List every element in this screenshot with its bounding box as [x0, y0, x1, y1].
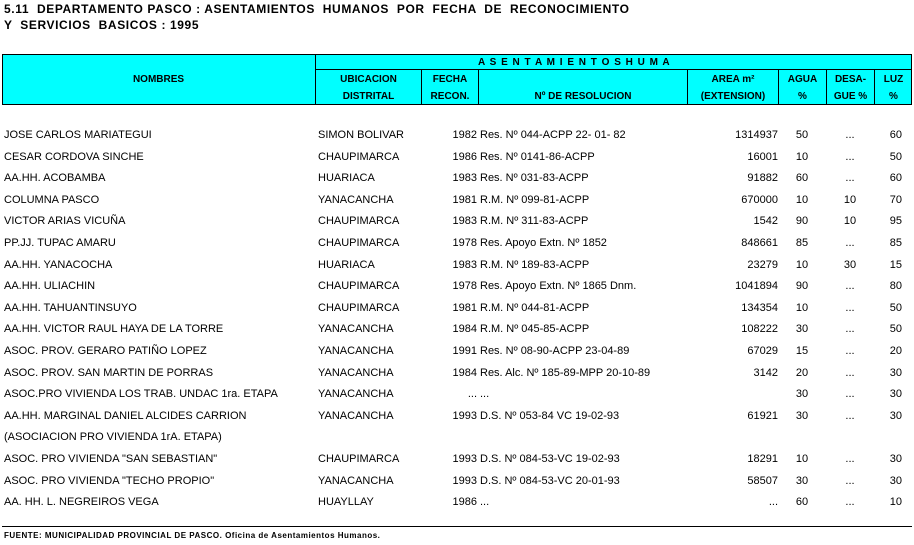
cell-res: Res. Nº 0141-86-ACPP: [480, 150, 595, 163]
cell-luz: 95: [889, 215, 902, 228]
cell-des: ...: [845, 237, 855, 249]
cell-des: 30: [843, 258, 857, 271]
cell-name: ASOC.PRO VIVIENDA LOS TRAB. UNDAC 1ra. ETAPA: [4, 388, 278, 401]
table-row: [0, 319, 914, 341]
cell-area: 3142: [753, 366, 778, 379]
table-row: [0, 363, 914, 385]
table-row: [0, 471, 914, 493]
cell-area: 134354: [741, 301, 778, 314]
cell-des: ...: [845, 453, 855, 465]
cell-area: 1542: [753, 215, 778, 228]
cell-agua: 60: [795, 496, 809, 509]
cell-luz: 80: [889, 280, 902, 293]
cell-ubic: CHAUPIMARCA: [318, 453, 400, 465]
cell-res: Res. Alc. Nº 185-89-MPP 20-10-89: [480, 366, 651, 379]
cell-res: R.M. Nº 044-81-ACPP: [480, 301, 590, 314]
table-row: [0, 255, 914, 277]
cell-ubic: SIMON BOLIVAR: [318, 129, 404, 141]
cell-des: ...: [845, 496, 855, 509]
cell-fecha: 1984: [452, 323, 477, 336]
cell-area: 58507: [747, 474, 778, 487]
cell-des: ...: [845, 345, 855, 357]
table-row: [0, 406, 914, 428]
cell-ubic: CHAUPIMARCA: [318, 237, 400, 249]
cell-area: 848661: [741, 237, 778, 249]
cell-ubic: YANACANCHA: [318, 409, 394, 422]
cell-agua: 10: [795, 301, 809, 314]
cell-fecha: 1978: [452, 237, 477, 249]
header-nombres: NOMBRES: [132, 73, 185, 85]
cell-agua: 30: [795, 409, 809, 422]
table-row: [0, 125, 914, 147]
cell-name: PP.JJ. TUPAC AMARU: [4, 237, 116, 249]
cell-agua: 50: [795, 129, 809, 141]
cell-area: 1314937: [735, 129, 778, 141]
cell-fecha: 1983: [452, 215, 477, 228]
cell-ubic: YANACANCHA: [318, 345, 394, 357]
cell-res: ...: [480, 388, 490, 401]
cell-des: ...: [845, 150, 855, 163]
cell-agua: 30: [795, 474, 809, 487]
cell-res: ...: [480, 496, 490, 509]
cell-name: ASOC. PRO VIVIENDA "SAN SEBASTIAN": [4, 453, 218, 465]
header-luz: [875, 70, 912, 105]
cell-luz: 50: [889, 323, 902, 336]
cell-area: 1041894: [735, 280, 778, 293]
table-row: [0, 298, 914, 320]
table-row: [0, 190, 914, 212]
cell-res: D.S. Nº 084-53-VC 20-01-93: [480, 474, 620, 487]
cell-des: ...: [845, 129, 855, 141]
cell-name: (ASOCIACION PRO VIVIENDA 1rA. ETAPA): [4, 431, 222, 444]
cell-ubic: CHAUPIMARCA: [318, 150, 400, 163]
cell-area: 91882: [747, 172, 778, 185]
header-ubicacion-line2: DISTRITAL: [342, 90, 395, 102]
page-subtitle: Y SERVICIOS BASICOS : 1995: [4, 18, 200, 32]
table-row: [0, 384, 914, 406]
cell-luz: 15: [889, 258, 902, 271]
cell-ubic: YANACANCHA: [318, 474, 394, 487]
cell-name: VICTOR ARIAS VICUÑA: [4, 215, 126, 228]
cell-fecha: 1983: [452, 258, 477, 271]
cell-name: CESAR CORDOVA SINCHE: [4, 150, 144, 163]
header-ubicacion: [316, 70, 421, 105]
cell-fecha: 1981: [452, 301, 477, 314]
cell-agua: 30: [795, 388, 809, 401]
cell-luz: 30: [889, 409, 902, 422]
cell-des: ...: [845, 409, 855, 422]
cell-luz: 70: [889, 193, 902, 206]
cell-des: ...: [845, 366, 855, 379]
cell-agua: 30: [795, 323, 809, 336]
cell-luz: 10: [889, 496, 902, 509]
cell-res: R.M. Nº 099-81-ACPP: [480, 193, 590, 206]
cell-res: D.S. Nº 053-84 VC 19-02-93: [480, 409, 620, 422]
cell-area: 18291: [747, 453, 778, 465]
cell-res: R.M. Nº 045-85-ACPP: [480, 323, 590, 336]
cell-fecha: ...: [467, 388, 477, 401]
source-note: FUENTE: MUNICIPALIDAD PROVINCIAL DE PASCO. Oficina de Asentamientos Humanos.: [4, 531, 381, 540]
cell-fecha: 1981: [452, 193, 477, 206]
cell-res: R.M. Nº 189-83-ACPP: [480, 258, 590, 271]
cell-luz: 60: [889, 172, 902, 185]
cell-area: 67029: [747, 345, 778, 357]
cell-ubic: CHAUPIMARCA: [318, 301, 400, 314]
cell-area: 61921: [747, 409, 778, 422]
cell-agua: 10: [795, 150, 809, 163]
cell-res: Res. Nº 044-ACPP 22- 01- 82: [480, 129, 626, 141]
header-area-line2: (EXTENSION): [700, 90, 766, 102]
table-row: [0, 233, 914, 255]
cell-area: ...: [768, 496, 778, 509]
cell-agua: 90: [795, 280, 809, 293]
cell-name: JOSE CARLOS MARIATEGUI: [4, 129, 152, 141]
table-row: [0, 276, 914, 298]
header-area-line1: AREA m²: [711, 73, 755, 85]
cell-des: 10: [843, 193, 857, 206]
cell-des: ...: [845, 301, 855, 314]
cell-luz: 30: [889, 453, 902, 465]
cell-ubic: YANACANCHA: [318, 323, 394, 336]
cell-fecha: 1983: [452, 172, 477, 185]
cell-res: Res. Nº 031-83-ACPP: [480, 172, 589, 185]
page-title: 5.11 DEPARTAMENTO PASCO : ASENTAMIENTOS HUMANOS POR FECHA DE RECONOCIMIENTO: [4, 2, 630, 16]
cell-luz: 50: [889, 301, 902, 314]
header-agua: [779, 70, 826, 105]
header-desague-line1: DESA-: [834, 73, 867, 85]
cell-luz: 60: [889, 129, 902, 141]
cell-agua: 10: [795, 193, 809, 206]
table-row: [0, 449, 914, 471]
cell-des: ...: [845, 323, 855, 336]
cell-area: 16001: [747, 150, 778, 163]
cell-name: ASOC. PRO VIVIENDA "TECHO PROPIO": [4, 474, 215, 487]
cell-area: 108222: [741, 323, 778, 336]
header-fecha-line2: RECON.: [430, 90, 470, 102]
table-row: [0, 211, 914, 233]
cell-name: ASOC. PROV. GERARO PATIÑO LOPEZ: [4, 345, 207, 357]
cell-area: 670000: [741, 193, 778, 206]
table-row: [0, 147, 914, 169]
cell-agua: 60: [795, 172, 809, 185]
header-desague-line2: GUE %: [833, 90, 868, 102]
cell-ubic: HUARIACA: [318, 172, 375, 185]
cell-des: 10: [843, 215, 857, 228]
header-luz-line2: %: [889, 90, 898, 102]
header-resolucion: Nº DE RESOLUCION: [534, 90, 632, 102]
cell-ubic: YANACANCHA: [318, 366, 394, 379]
cell-luz: 30: [889, 366, 902, 379]
cell-name: AA. HH. L. NEGREIROS VEGA: [4, 496, 159, 509]
cell-name: AA.HH. ULIACHIN: [4, 280, 96, 293]
cell-fecha: 1986: [452, 150, 477, 163]
cell-des: ...: [845, 388, 855, 401]
cell-name: AA.HH. TAHUANTINSUYO: [4, 301, 137, 314]
cell-agua: 20: [795, 366, 809, 379]
cell-fecha: 1982: [452, 129, 477, 141]
cell-res: Res. Nº 08-90-ACPP 23-04-89: [480, 345, 630, 357]
cell-agua: 90: [795, 215, 809, 228]
cell-des: ...: [845, 280, 855, 293]
cell-name: AA.HH. YANACOCHA: [4, 258, 113, 271]
cell-fecha: 1978: [452, 280, 477, 293]
header-fecha: [422, 70, 478, 105]
table-row: [0, 168, 914, 190]
header-agua-line1: AGUA: [787, 73, 818, 85]
cell-ubic: YANACANCHA: [318, 193, 394, 206]
cell-name: AA.HH. ACOBAMBA: [4, 172, 106, 185]
cell-luz: 30: [889, 474, 902, 487]
cell-ubic: CHAUPIMARCA: [318, 215, 400, 228]
cell-ubic: YANACANCHA: [318, 388, 394, 401]
cell-res: Res. Apoyo Extn. Nº 1865 Dnm.: [480, 280, 637, 293]
cell-name: COLUMNA PASCO: [4, 193, 100, 206]
cell-agua: 10: [795, 453, 809, 465]
cell-fecha: 1991: [452, 345, 477, 357]
cell-fecha: 1993: [452, 474, 477, 487]
header-fecha-line1: FECHA: [432, 73, 468, 85]
cell-area: 23279: [747, 258, 778, 271]
footer-divider: [2, 526, 912, 527]
cell-luz: 30: [889, 388, 902, 401]
table-row: [0, 341, 914, 363]
cell-agua: 15: [795, 345, 809, 357]
cell-fecha: 1984: [452, 366, 477, 379]
cell-fecha: 1993: [452, 409, 477, 422]
cell-ubic: CHAUPIMARCA: [318, 280, 400, 293]
cell-luz: 50: [889, 150, 902, 163]
cell-luz: 85: [889, 237, 902, 249]
cell-des: ...: [845, 474, 855, 487]
cell-name: AA.HH. MARGINAL DANIEL ALCIDES CARRION: [4, 409, 247, 422]
header-agua-line2: %: [798, 90, 807, 102]
cell-luz: 20: [889, 345, 902, 357]
cell-name: ASOC. PROV. SAN MARTIN DE PORRAS: [4, 366, 214, 379]
cell-res: D.S. Nº 084-53-VC 19-02-93: [480, 453, 620, 465]
cell-res: R.M. Nº 311-83-ACPP: [480, 215, 589, 228]
cell-ubic: HUAYLLAY: [318, 496, 374, 509]
cell-ubic: HUARIACA: [318, 258, 375, 271]
header-desague: [827, 70, 874, 105]
cell-fecha: 1986: [452, 496, 477, 509]
cell-name: AA.HH. VICTOR RAUL HAYA DE LA TORRE: [4, 323, 224, 336]
header-group: A S E N T A M I E N T O S H U M A: [478, 56, 671, 68]
header-ubicacion-line1: UBICACION: [340, 73, 397, 85]
table-row: [0, 492, 914, 514]
cell-res: Res. Apoyo Extn. Nº 1852: [480, 237, 607, 249]
header-luz-line1: LUZ: [883, 73, 904, 85]
table-row: [0, 427, 914, 449]
cell-fecha: 1993: [452, 453, 477, 465]
cell-des: ...: [845, 172, 855, 185]
cell-agua: 85: [795, 237, 809, 249]
cell-agua: 10: [795, 258, 809, 271]
header-area: [688, 70, 778, 105]
